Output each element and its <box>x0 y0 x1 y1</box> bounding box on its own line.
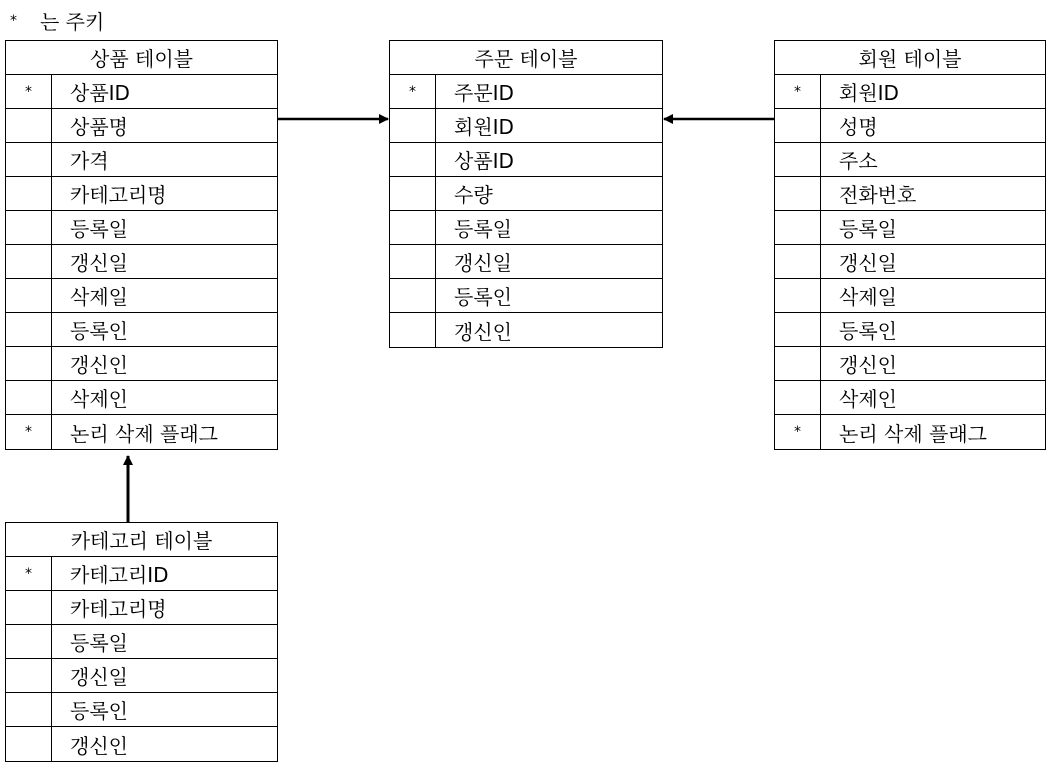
column-name: 갱신인 <box>70 733 128 758</box>
column-name: 갱신일 <box>70 251 128 275</box>
column-name: 카테고리ID <box>70 563 169 587</box>
column-name: 카테고리명 <box>70 597 167 621</box>
column-name: 회원ID <box>454 115 514 139</box>
column-name: 갱신일 <box>70 665 128 689</box>
column-name: 갱신일 <box>454 251 512 275</box>
column-name: 주문ID <box>454 81 514 105</box>
primary-key-cell: * <box>6 415 52 449</box>
primary-key-cell: * <box>6 557 52 590</box>
category-table-title: 카테고리 테이블 <box>6 523 277 557</box>
member-table-title: 회원 테이블 <box>775 41 1045 75</box>
column-name: 등록인 <box>839 319 897 343</box>
primary-key-cell: * <box>6 75 52 108</box>
column-name: 카테고리명 <box>70 183 167 207</box>
column-name: 등록일 <box>70 631 128 655</box>
column-name: 주소 <box>839 149 878 173</box>
primary-key-cell: * <box>390 75 436 108</box>
column-name: 가격 <box>70 149 109 173</box>
column-name: 삭제인 <box>839 387 897 411</box>
column-name: 상품ID <box>70 81 130 105</box>
column-name: 상품ID <box>454 149 514 173</box>
column-name: 논리 삭제 플래그 <box>839 421 987 446</box>
column-name: 갱신인 <box>839 353 897 377</box>
legend-text: 는 주키 <box>40 10 105 34</box>
column-name: 갱신일 <box>839 251 897 275</box>
column-name: 수량 <box>454 183 493 207</box>
column-name: 성명 <box>839 115 878 139</box>
column-name: 등록일 <box>454 217 512 241</box>
column-name: 삭제인 <box>70 387 128 411</box>
primary-key-marker: * <box>10 12 17 29</box>
column-name: 등록일 <box>839 217 897 241</box>
column-name: 등록인 <box>70 699 128 723</box>
primary-key-cell: * <box>775 415 821 449</box>
column-name: 논리 삭제 플래그 <box>70 421 218 446</box>
primary-key-cell: * <box>775 75 821 108</box>
column-name: 상품명 <box>70 115 128 139</box>
column-name: 등록일 <box>70 217 128 241</box>
order-table-title: 주문 테이블 <box>390 41 662 75</box>
column-name: 등록인 <box>70 319 128 343</box>
column-name: 갱신인 <box>70 353 128 377</box>
column-name: 갱신인 <box>454 319 512 344</box>
column-name: 등록인 <box>454 285 512 309</box>
column-name: 삭제일 <box>839 285 897 309</box>
column-name: 삭제일 <box>70 285 128 309</box>
product-table-title: 상품 테이블 <box>6 41 277 75</box>
column-name: 전화번호 <box>839 183 917 207</box>
column-name: 회원ID <box>839 81 899 105</box>
